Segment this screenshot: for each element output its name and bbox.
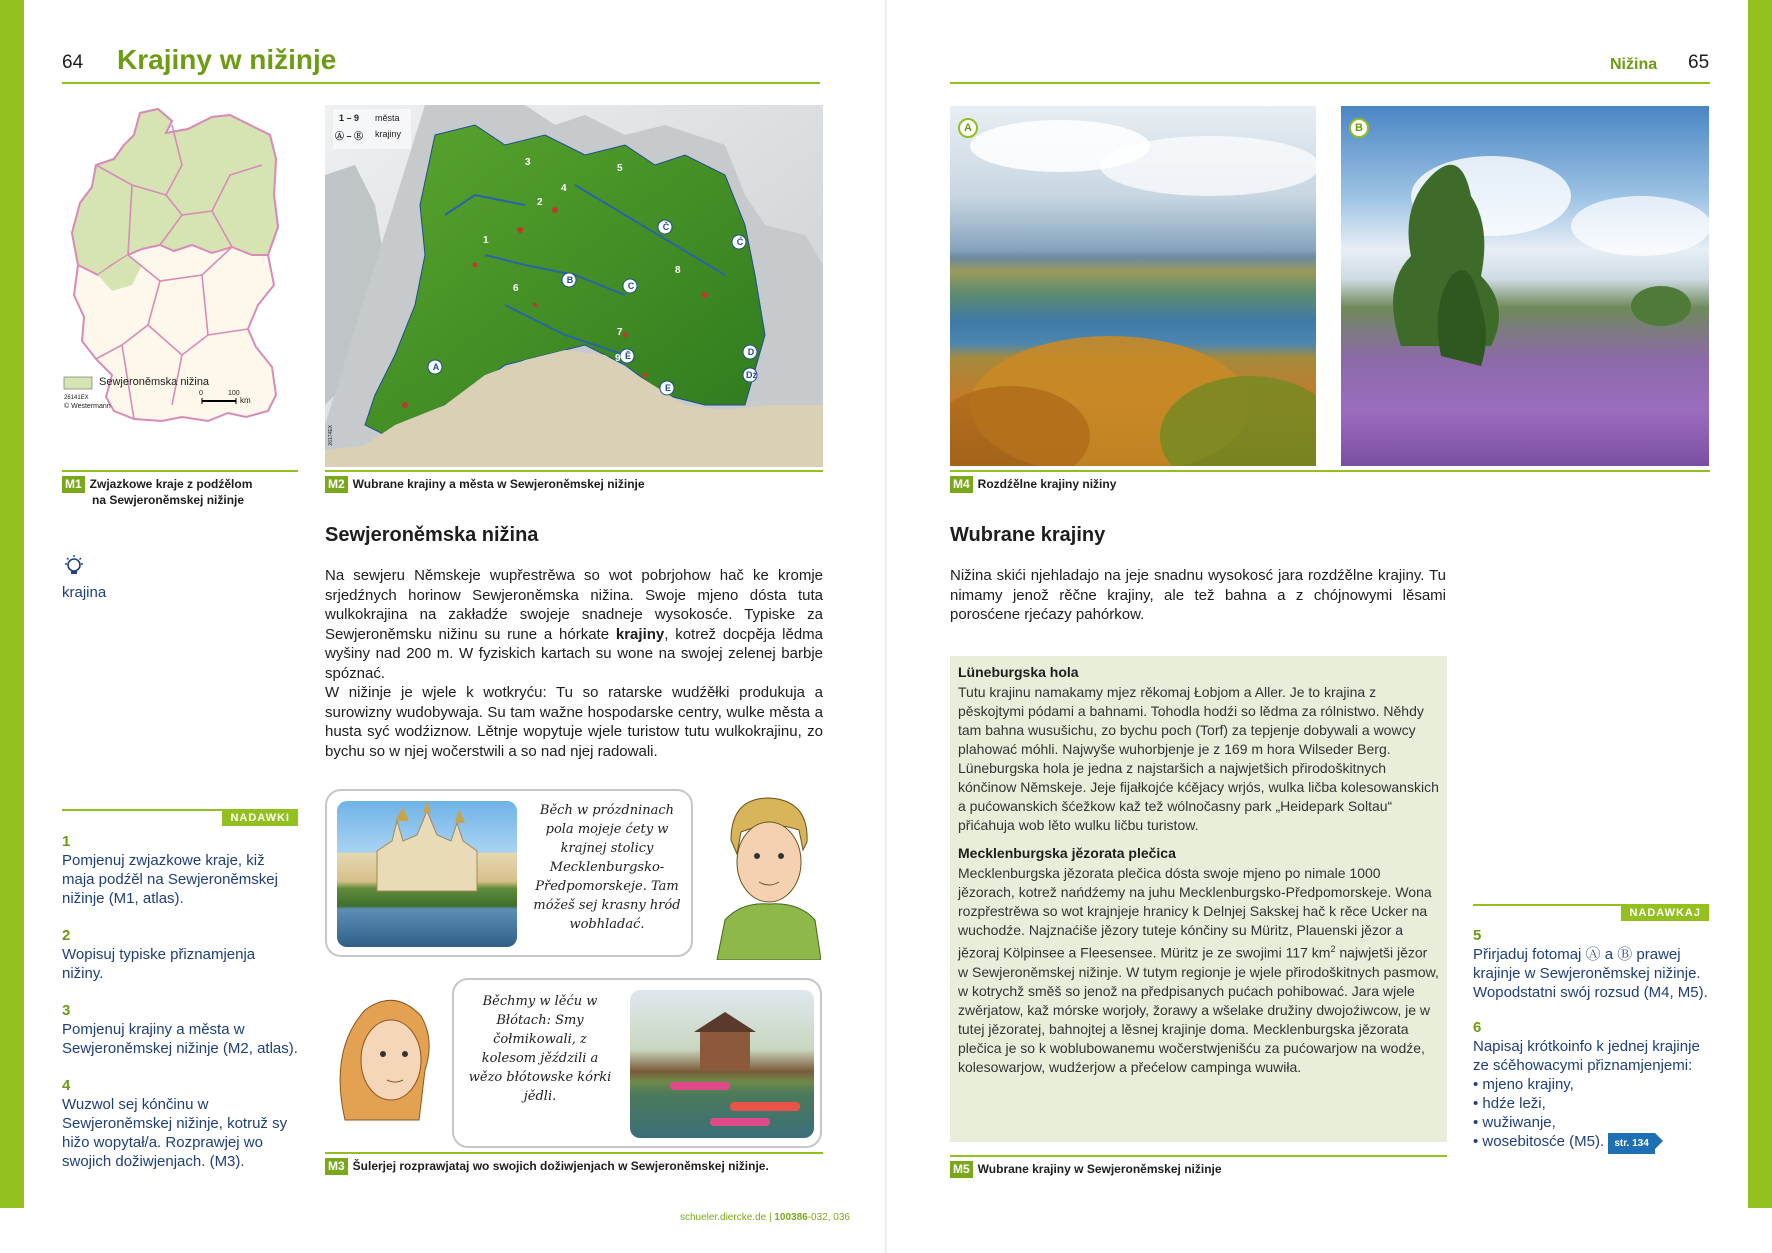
box2-text-a: Mecklenburgska jězorata plečica dósta swoje mjeno po nimale 1000 jězorach, kotrež nańdźemy na juhu Mecklenburgsko-Předpomorskeje. Wona rozpřestrěwa so wot krajnjeje hranicy k Delnjej Sakskej hač k rěce Ucker na wuchodźe. Najznaćiše jězory tuteje kónčiny su Müritz, Plauenski jězor a jězoraj Kölpinsee a Fleesensee. Müritz je ze swojimi 117 km [958,865,1432,961]
task-5-num: 5 [1473,927,1482,944]
footer-sep: | [766,1212,775,1223]
m3-boy-speech: Běch w prózdninach pola mojeje ćety w krajnej stolicy Mecklenburgsko-Předpomorskeje. Tam móžeš sej krasny hród wobhladać. [533,803,681,932]
left-para2: W nižinje je wjele k wotkryću: Tu so ratarske wudźěłki produkuja a surowizny wudobywaja. Su tam wažne hospodarske centry, wulke města a husta syć wodźiznow. Lětnje wopytuje wjele turistow tutu wulkokrajinu, zo bychu so w njej wočerstwili a so nad njej radowali. [325,684,823,760]
left-edge-bar [0,0,24,1208]
left-body-text [325,566,823,761]
m1-scale-zero: 0 [199,390,203,397]
left-footer [680,1212,850,1223]
m2-legend-cities-label: města [375,113,400,123]
task-4-text: Wuzwol sej kónčinu w Sewjeroněmskej nižinje, kotruž sy hižo wopytał/a. Rozprawjej wo swojich dožiwjenjach. (M3). [62,1096,288,1170]
m2-caption-rule [325,470,823,472]
left-page-number: 64 [62,52,84,73]
spreewald-canoe-photo [630,990,814,1138]
m4-caption-rule [950,470,1710,472]
box2-sup: 2 [1330,944,1336,954]
lightbulb-icon [62,554,86,578]
task-6-bullet-2: • hdźe leži, [1473,1095,1546,1112]
box1-title: Lüneburgska hola [958,664,1079,680]
task-6-bullet-4: • wosebitosće (M5). str. 134 [1473,1132,1709,1154]
footer-site: schueler.diercke.de [680,1212,767,1223]
m2-relief-map [325,105,823,467]
boy-illustration [711,790,821,960]
m1-copyright: © Westermann [64,403,111,410]
m1-germany-map [62,105,298,469]
photo-b-label: B [1349,118,1369,138]
header-rule [62,82,820,84]
m2-legend-cities-range: 1 – 9 [339,113,360,123]
m1-caption-line2: na Sewjeroněmskej nižinje [92,493,245,507]
photo-a-lake-landscape [950,106,1316,466]
m3-caption [325,1158,823,1175]
m1-caption-line1: Zwjazkowe kraje z podźělom [89,477,253,491]
tasks-list-right [1473,926,1709,1154]
m2-caption [325,476,823,493]
m5-tag: M5 [950,1161,973,1178]
m1-caption [62,476,298,508]
box2-title: Mecklenburgska jězorata plečica [958,845,1176,861]
m2-city-number: 7 [617,327,623,338]
footer-code-bold: 100386 [774,1212,808,1223]
task-6-bullet-3-text: wužiwanje, [1482,1114,1556,1131]
task-1-num: 1 [62,833,71,850]
box2-text-b: najwjetši jězor w Sewjeroněmskej nižinje. W tutym regionje je wjele přirodoškitnych pasmow, w kotrychž směš so jenož na předpisanych pućach pohibować. Jara wjele zwěrjatow, kaž mórske worjoły, žorawy a wšelake družiny dwojoźiwcow, je w tutej jězoratej, bahnojtej a lěsnej krajinje doma. Mecklenburgska jězorata plečica je so k woblubowanemu wočerstwjenišću za pućowarjow na wodźe, kolesowarjow, wudźerjow a přećelow campinga wuwiła. [958,944,1439,1075]
task-1 [62,832,298,908]
task-2-num: 2 [62,927,71,944]
m3-girl-bubble [452,978,822,1148]
m2-landscape-letter: B [566,275,574,285]
m2-city-number: 8 [675,265,681,276]
tasks-header-right [1473,904,1709,920]
m3-caption-rule [325,1152,823,1154]
box2-text [958,864,1439,1077]
tasks-header-label: NADAWKI [222,811,298,826]
m3-boy-bubble [325,789,693,957]
page-title: Krajiny w nižinje [117,44,337,75]
m3-girl-speech: Běchmy w lěću w Błótach: Smy čołmikowali, z kolesom jěździli a wězo błótowske kórki jědli. [468,994,612,1104]
task-4-num: 4 [62,1077,71,1094]
m1-scale-value: 100 [228,390,240,397]
m3-tag: M3 [325,1158,348,1175]
m2-tag: M2 [325,476,348,493]
m2-legend-landscapes-range: Ⓐ – Ⓔ [335,131,364,141]
m2-landscape-letter: Ć [736,237,744,247]
right-edge-bar [1748,0,1772,1208]
task-3-num: 3 [62,1002,71,1019]
m2-city-number: 1 [483,235,489,246]
m2-landscape-letter: Ě [624,351,631,361]
left-para1-a: Na sewjeru Němskeje wupřestrěwa so wot pobrjohow hač ke kromje srjedźnych horinow Sewjeroněmska nižina. Swoje mjeno dósta tuta wulkokrajina na zakładźe swojeje snadneje wysokosće. Typiske za Sewjeroněmsku nižinu su rune a hórkate [325,567,823,643]
page-reference-link[interactable]: str. 134 [1608,1133,1654,1154]
m2-city-number: 3 [525,157,531,168]
task-6-bullet-1: • mjeno krajiny, [1473,1076,1574,1093]
task-6-intro: Napisaj krótkoinfo k jednej krajinje ze sćěhowacymi přiznamjenjemi: [1473,1038,1700,1074]
task-6-bullet-3: • wužiwanje, [1473,1114,1556,1131]
task-1-text: Pomjenuj zwjazkowe kraje, kiž maja podźěl na Sewjeroněmskej nižinje (M1, atlas). [62,852,278,907]
task-4 [62,1076,298,1171]
task-6-num: 6 [1473,1019,1482,1036]
task-2-text: Wopisuj typiske přiznamjenja nižiny. [62,946,256,982]
m5-info-box [950,656,1447,1142]
m1-map-code: 26141EX [64,395,89,401]
m3-caption-text: Šulerjej rozprawjataj wo swojich dožiwjenjach w Sewjeroněmskej nižinje. [352,1159,769,1173]
m2-city-number: 5 [617,163,623,174]
m1-caption-rule [62,470,298,472]
m2-side-code: 26174EX [328,425,334,446]
running-head: Nižina [1610,56,1658,73]
photo-a-label: A [958,118,978,138]
task-6 [1473,1018,1709,1154]
right-intro: Nižina skići njehladajo na jeje snadnu wysokosć jara rozdźělne krajiny. Tu nimamy jenož rěčne krajiny, ale tež bahna a z chójnowymi lěsami porosćene rjećazy pahórkow. [950,567,1446,623]
m5-caption-rule [950,1155,1447,1157]
task-5-text: Přirjaduj fotomaj Ⓐ a Ⓑ prawej krajinje w Sewjeroněmskej nižinje. Wopodstatni swój rozsud (M4, M5). [1473,946,1708,1001]
left-para1 [325,566,823,683]
m5-caption [950,1161,1447,1178]
m2-landscape-letter: E [664,383,671,393]
m4-caption [950,476,1710,493]
girl-illustration [325,980,445,1140]
m4-tag: M4 [950,476,973,493]
keyword-krajina: krajina [62,584,107,601]
m2-landscape-letter: A [432,362,440,372]
task-6-bullet-2-text: hdźe leži, [1482,1095,1546,1112]
section-title-left: Sewjeroněmska nižina [325,524,539,546]
left-para1-b: , kotrež docpěja lědma wyšiny nad 200 m. W fyziskich kartach su wone na swojej zelenej barbje spóznać. [325,625,824,682]
right-page-number: 65 [1688,52,1710,73]
m4-caption-text: Rozdźělne krajiny nižiny [977,477,1117,491]
tasks-list-left [62,832,298,1171]
footer-code-rest: -032, 036 [807,1212,850,1223]
section-title-right: Wubrane krajiny [950,524,1106,546]
m2-landscape-letter: D [747,347,755,357]
box1-text: Tutu krajinu namakamy mjez rěkomaj Łobjom a Aller. Je to krajina z pěskojtymi pódami a bahnami. Tohodla hodźi so lědma za rólnistwo. Něhdy tam bahna wusušichu, zo bychu poch (Torf) za tepjenje dobywali a wowcy plahować móhli. Najwyše wuhorbjenje je z 169 m hora Wilseder Berg. Lüneburgska hola je jedna z najstaršich a najwjetšich přirodoškitnych kónčinow Němskeje. Jeje fijałkojće kćějacy wrjós, wulka ličba kolesowanskich a pućowanskich šćežkow kaž tež wólnočasny park „Heidepark Soltau“ přićahuja wob lěto wulku ličbu turistow. [958,684,1439,833]
m1-tag: M1 [62,476,85,493]
task-3-text: Pomjenuj krajiny a města w Sewjeroněmskej nižinje (M2, atlas). [62,1021,298,1057]
m2-city-number: 9 [615,353,621,364]
m5-caption-text: Wubrane krajiny w Sewjeroněmskej nižinje [977,1162,1222,1176]
header-rule-right [950,82,1710,84]
left-para1-bold: krajiny [615,625,665,643]
m2-city-number: 4 [561,183,567,194]
m2-legend-landscapes-label: krajiny [375,129,402,139]
m1-scale-unit: km [240,396,251,405]
m2-city-number: 2 [537,197,543,208]
m2-caption-text: Wubrane krajiny a města w Sewjeroněmskej nižinje [352,477,645,491]
m2-landscape-letter: C [627,281,635,291]
tasks-header-left [62,809,298,825]
m2-landscape-letter: Dź [746,370,757,380]
task-6-bullet-4-text: wosebitosće (M5). [1482,1133,1605,1150]
tasks-header-right-label: NADAWKAJ [1621,906,1709,921]
page-gutter [885,0,887,1253]
task-5 [1473,926,1709,1002]
task-2 [62,926,298,983]
m2-landscape-letter: Č [662,222,670,232]
m1-legend-label: Sewjeroněmska nižina [99,376,210,388]
m2-city-number: 6 [513,283,519,294]
schwerin-castle-photo [337,801,517,947]
photo-b-heath-landscape [1341,106,1709,466]
task-3 [62,1001,298,1058]
task-6-bullet-1-text: mjeno krajiny, [1482,1076,1574,1093]
